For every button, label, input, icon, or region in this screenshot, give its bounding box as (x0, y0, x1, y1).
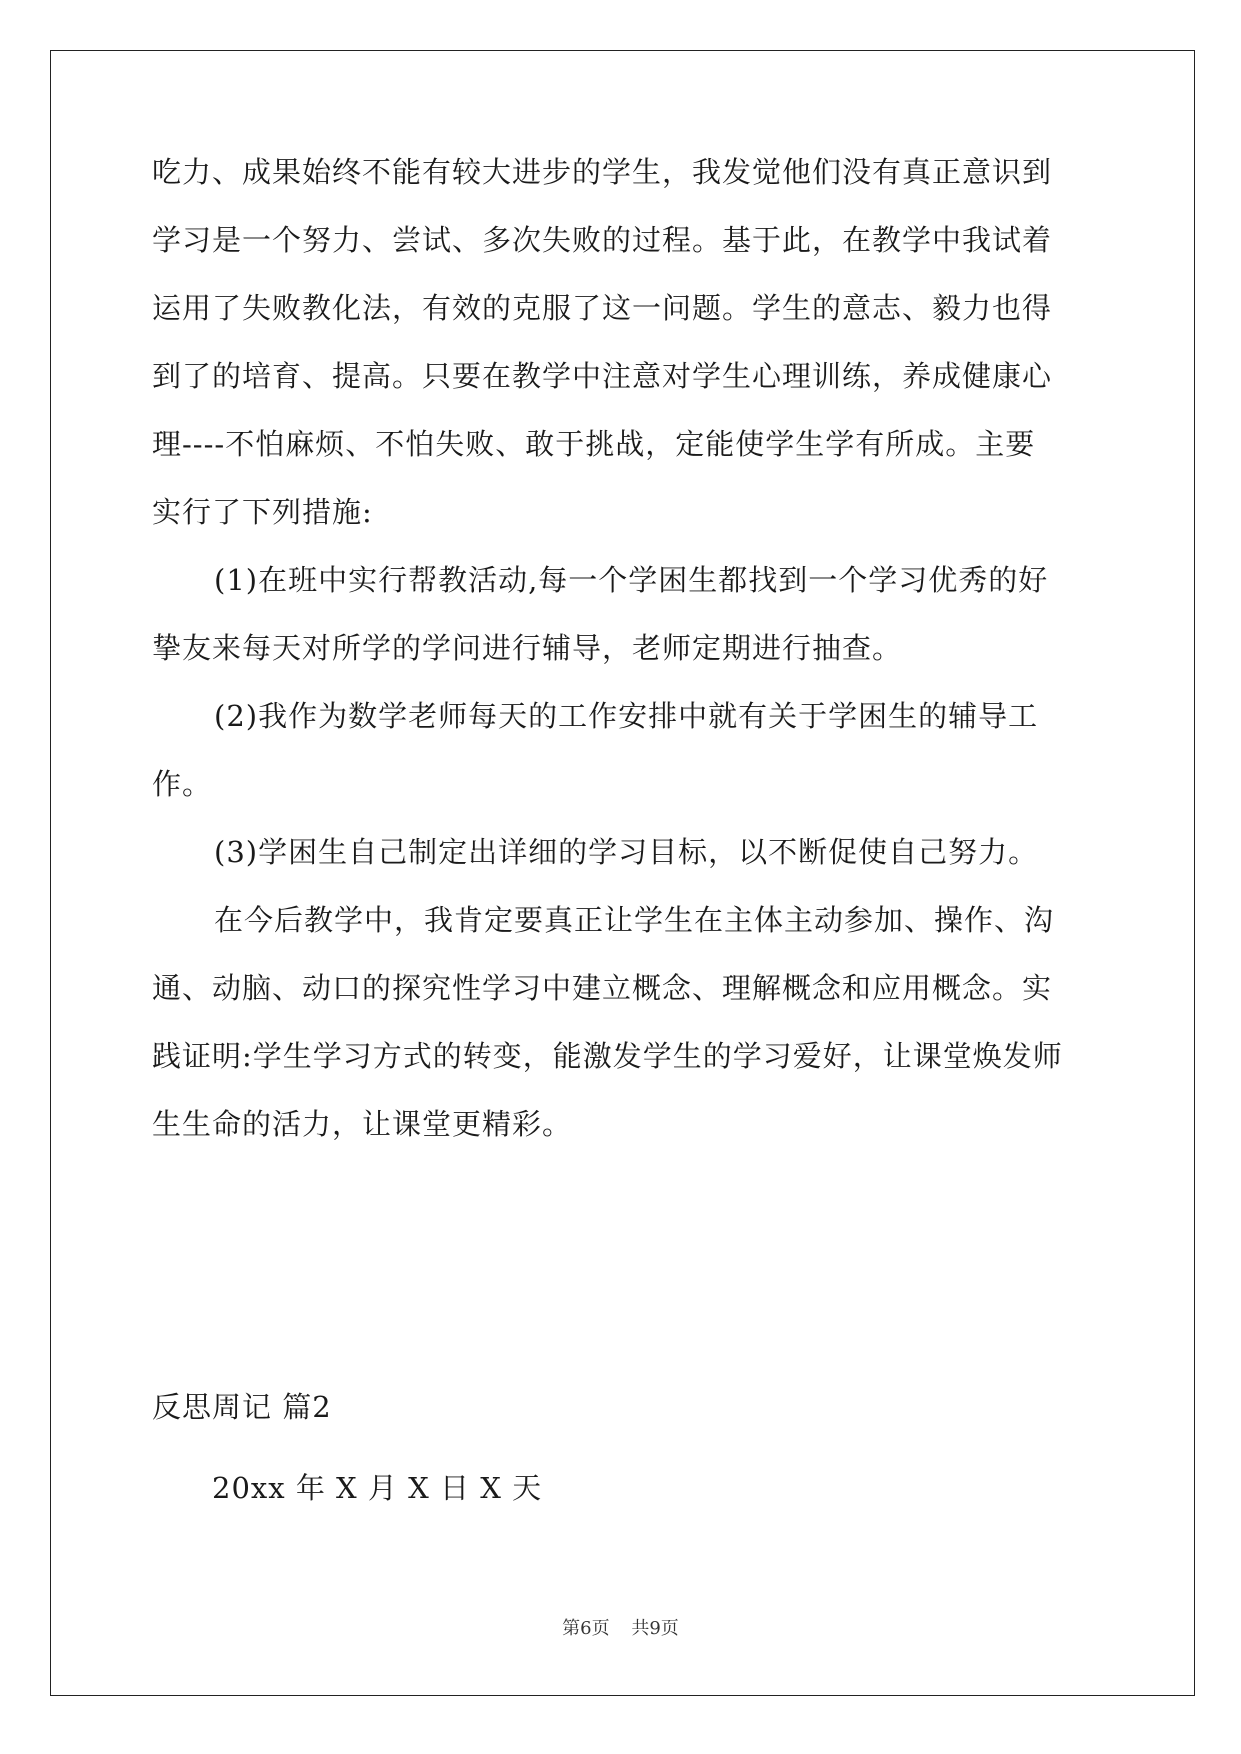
page-footer (0, 1614, 1241, 1640)
text-line: (2)我作为数学老师每天的工作安排中就有关于学困生的辅导工 (214, 699, 1039, 733)
page-total: 共9页 (631, 1618, 679, 1639)
text-line: 挚友来每天对所学的学问进行辅导，老师定期进行抽查。 (152, 631, 903, 665)
text-line: 运用了失败教化法，有效的克服了这一问题。学生的意志、毅力也得 (152, 291, 1053, 325)
text-line: 通、动脑、动口的探究性学习中建立概念、理解概念和应用概念。实 (152, 971, 1053, 1005)
text-line: 作。 (152, 767, 213, 801)
text-line: 生生命的活力，让课堂更精彩。 (152, 1107, 573, 1141)
text-line: 实行了下列措施: (152, 495, 373, 529)
text-line: (1)在班中实行帮教活动,每一个学困生都找到一个学习优秀的好 (214, 563, 1049, 597)
page-number: 第6页 (562, 1618, 610, 1639)
document-body (152, 138, 1092, 1158)
text-line: 在今后教学中，我肯定要真正让学生在主体主动参加、操作、沟 (214, 903, 1055, 937)
section-title: 反思周记 篇2 (152, 1390, 332, 1424)
text-line: 践证明:学生学习方式的转变，能激发学生的学习爱好，让课堂焕发师 (152, 1039, 1063, 1073)
text-line: (3)学困生自己制定出详细的学习目标，以不断促使自己努力。 (214, 835, 1039, 869)
date-line: 20xx 年 X 月 X 日 X 天 (212, 1471, 543, 1505)
text-line: 吃力、成果始终不能有较大进步的学生，我发觉他们没有真正意识到 (152, 155, 1053, 189)
text-line: 学习是一个努力、尝试、多次失败的过程。基于此，在教学中我试着 (152, 223, 1053, 257)
text-line: 到了的培育、提高。只要在教学中注意对学生心理训练，养成健康心 (152, 359, 1053, 393)
text-line: 理----不怕麻烦、不怕失败、敢于挑战，定能使学生学有所成。主要 (152, 427, 1036, 461)
